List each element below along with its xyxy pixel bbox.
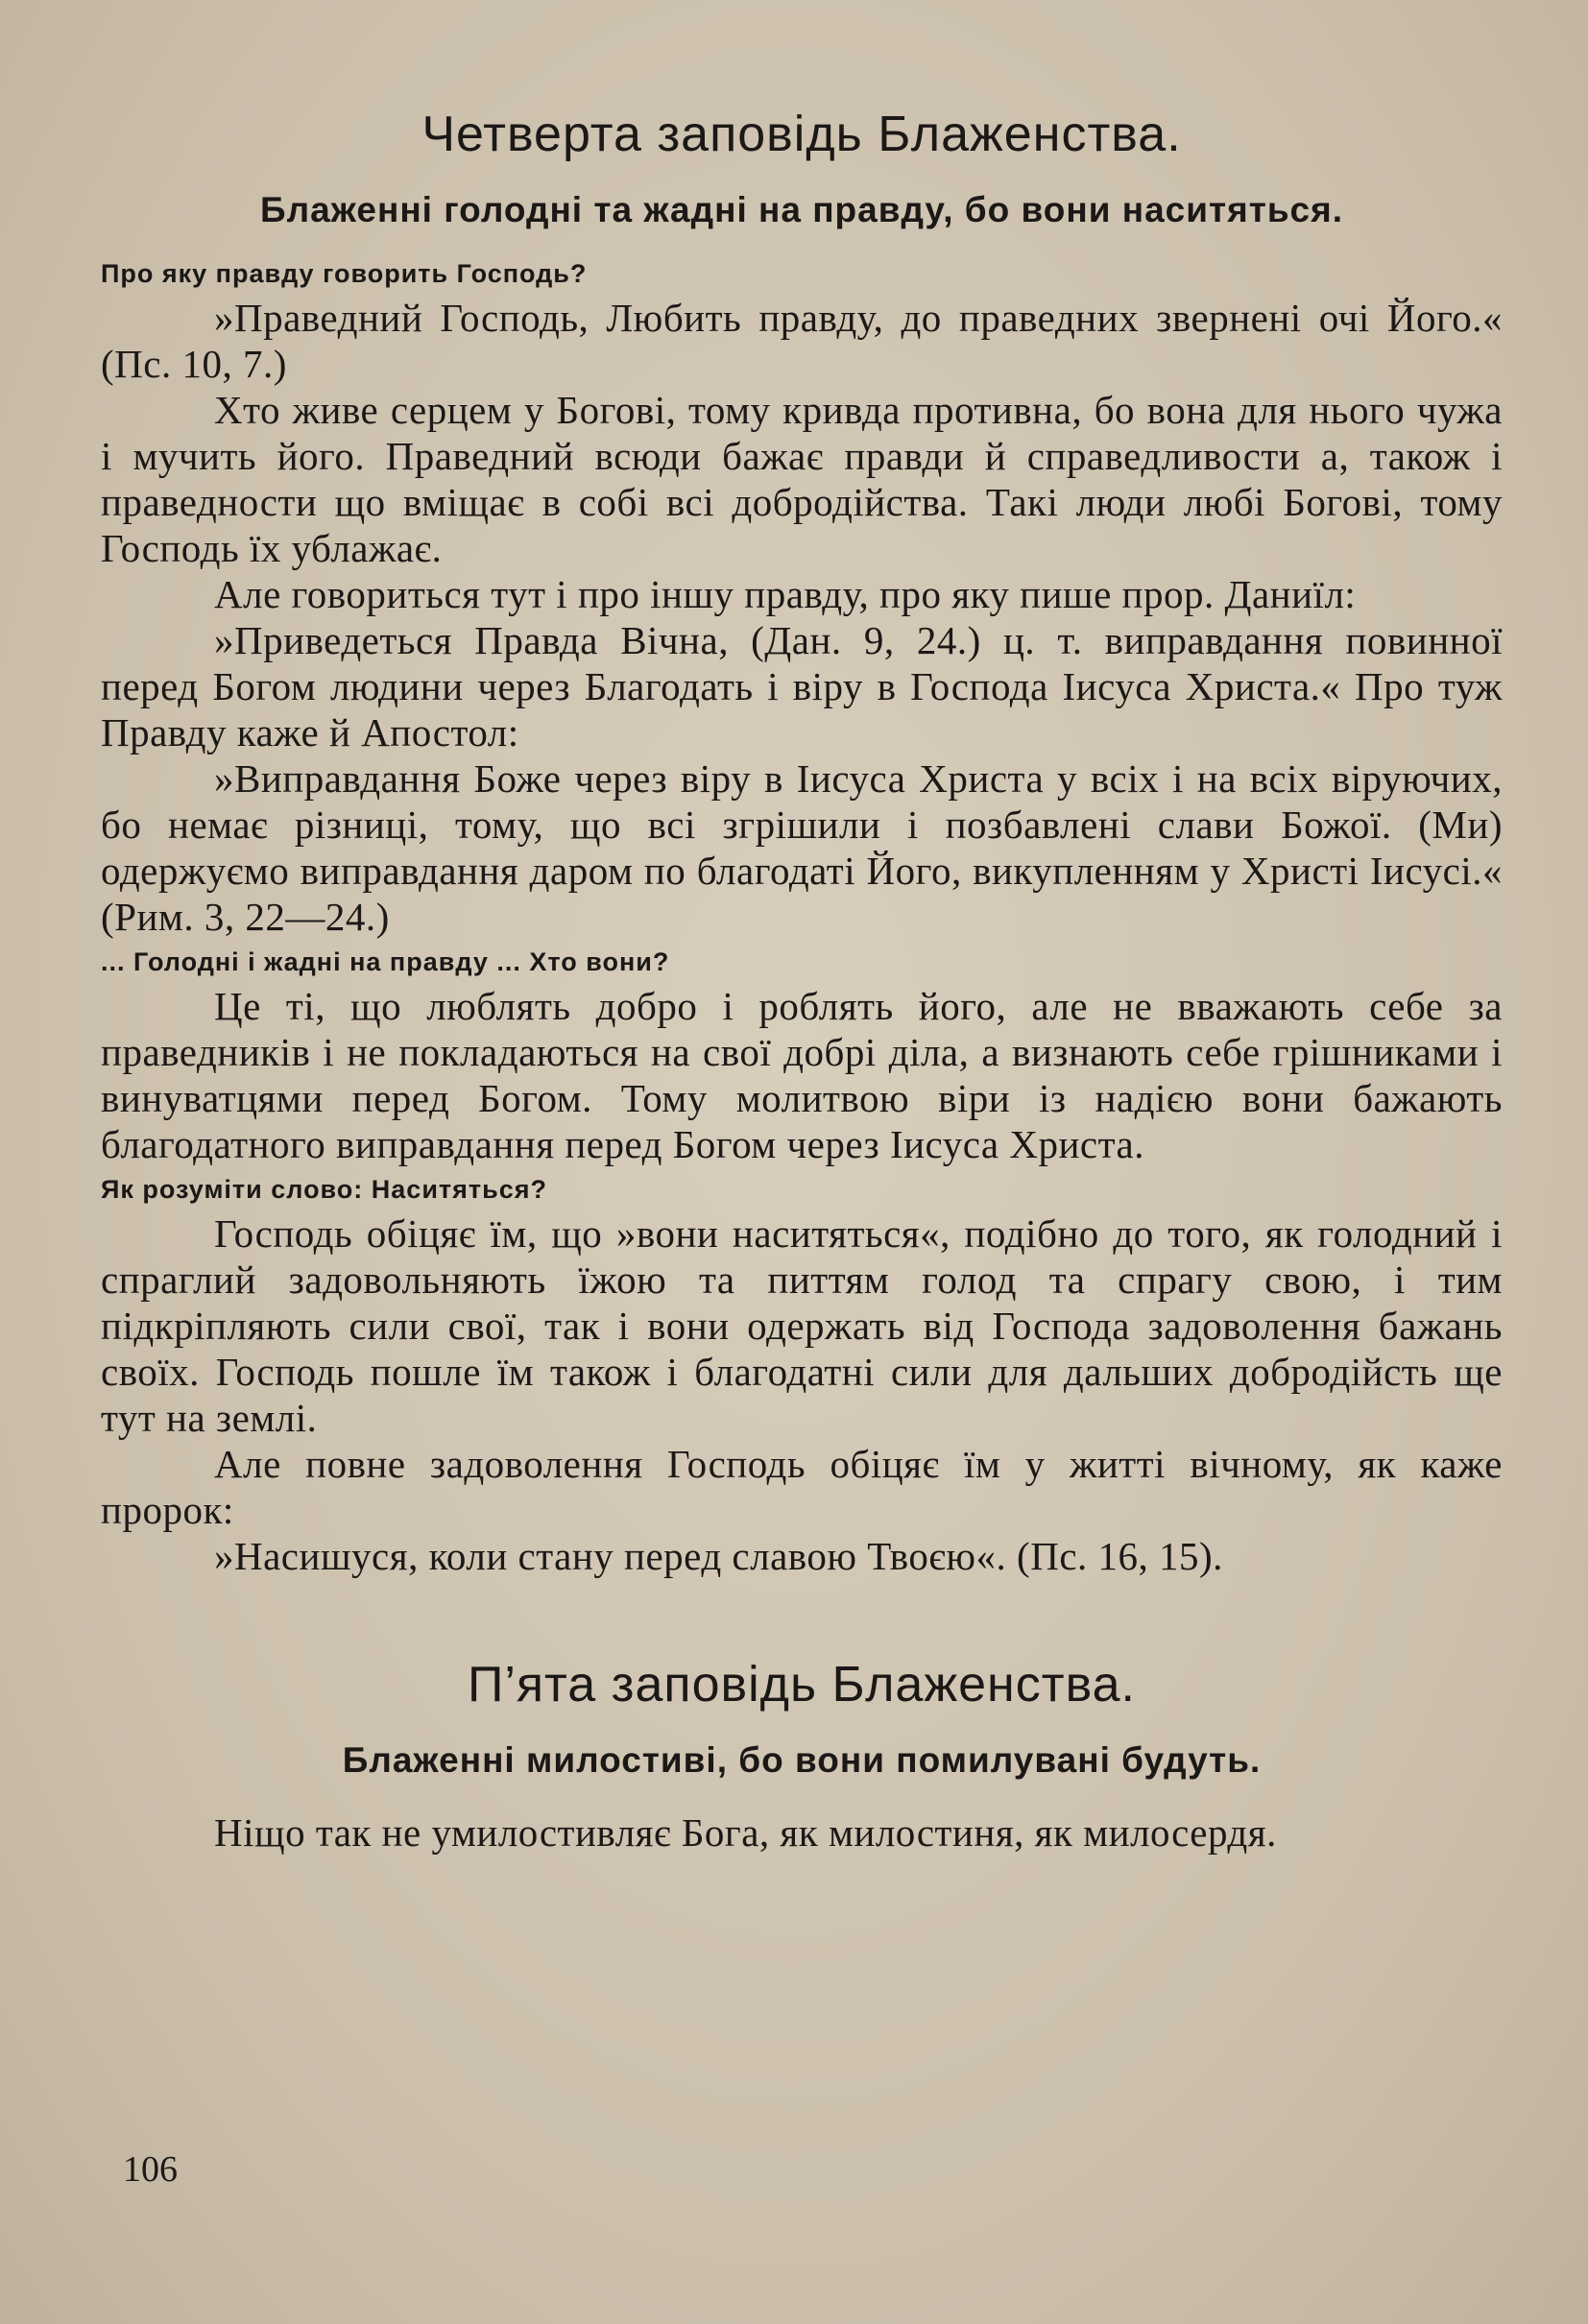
paragraph: »Насишуся, коли стану перед славою Твоєю«. (Пс. 16, 15). bbox=[214, 1534, 1223, 1578]
question-heading: Як розуміти слово: Наситяться? bbox=[101, 1175, 547, 1204]
question-heading: Про яку правду говорить Господь? bbox=[101, 259, 588, 288]
paragraph: Хто живе серцем у Богові, тому кривда противна, бо вона для нього чужа і мучить його. Праведний всюди бажає правди й справедливости а, також і праведности що вміщає в собі всі добродійства. Такі люди любі Богові, тому Господь їх ублажає. bbox=[101, 388, 1503, 570]
question-heading: ... Голодні і жадні на правду ... Хто вони? bbox=[101, 947, 670, 976]
section-gap bbox=[101, 1579, 1503, 1656]
paragraph: Але повне задоволення Господь обіцяє їм у житті вічному, як каже пророк: bbox=[101, 1442, 1503, 1532]
paragraph: »Праведний Господь, Любить правду, до праведних звернені очі Його.« (Пс. 10, 7.) bbox=[101, 296, 1503, 386]
page-content bbox=[101, 106, 1503, 1856]
paragraph: Це ті, що люблять добро і роблять його, але не вважають себе за праведників і не покладаються на свої добрі діла, а визнають себе грішниками і винуватцями перед Богом. Тому молитвою віри із надією вони бажають благодатного виправдання перед Богом через Іисуса Христа. bbox=[101, 984, 1503, 1166]
paragraph: »Виправдання Боже через віру в Іисуса Христа у всіх і на всіх віруючих, бо немає різниці, тому, що всі згрішили і позбавлені слави Божої. (Ми) одержуємо виправдання даром по благодаті Його, викупленням у Христі Іисусі.« (Рим. 3, 22—24.) bbox=[101, 756, 1503, 939]
paragraph: Господь обіцяє їм, що »вони наситяться«, подібно до того, як голодний і спраглий задовольняють їжою та питтям голод та спрагу свою, і тим підкріпляють сили свої, так і вони одержать від Господа задоволення бажань своїх. Господь пошле їм також і благодатні сили для дальших добродійсть ще тут на землі. bbox=[101, 1211, 1503, 1440]
paragraph: Але говориться тут і про іншу правду, про яку пише прор. Даниїл: bbox=[214, 572, 1357, 616]
section-title: П’ята заповідь Блаженства. bbox=[467, 1657, 1137, 1713]
beatitude-text: Блаженні милостиві, бо вони помилувані будуть. bbox=[342, 1740, 1262, 1780]
beatitude-text: Блаженні голодні та жадні на правду, бо вони наситяться. bbox=[259, 190, 1344, 229]
page-number: 106 bbox=[123, 2149, 178, 2190]
section-title: Четверта заповідь Блаженства. bbox=[421, 107, 1182, 162]
paragraph: »Приведеться Правда Вічна, (Дан. 9, 24.) ц. т. виправдання повинної перед Богом людини через Благодать і віру в Господа Іисуса Христа.« Про туж Правду каже й Апостол: bbox=[101, 618, 1503, 755]
paragraph: Ніщо так не умилостивляє Бога, як милостиня, як милосердя. bbox=[214, 1810, 1277, 1855]
